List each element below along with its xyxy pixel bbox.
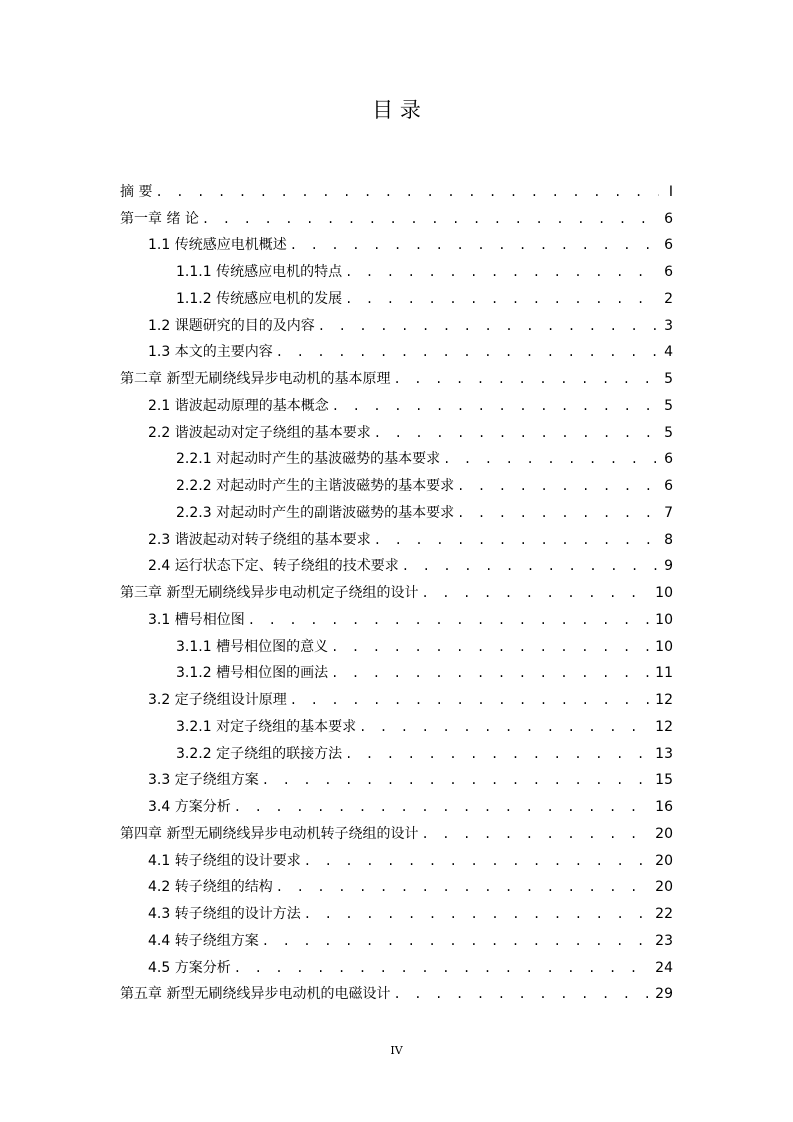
toc-entry-label: 3.3 定子绕组方案 — [148, 772, 259, 789]
toc-entry-label: 4.3 转子绕组的设计方法 — [148, 906, 301, 922]
toc-entry-label: 1.1.2 传统感应电机的发展 — [176, 290, 343, 307]
toc-entry-label: 1.3 本文的主要内容 — [148, 344, 273, 361]
toc-entry-page: 3 — [664, 317, 673, 334]
toc-leader-dots — [421, 584, 651, 606]
toc-entry-label: 3.1.1 槽号相位图的意义 — [176, 638, 329, 655]
toc-leader-dots — [304, 852, 651, 874]
toc-entry-label: 2.2.3 对起动时产生的副谐波磁势的基本要求 — [176, 504, 455, 521]
toc-entry[interactable] — [120, 472, 673, 499]
toc-entry-page: 6 — [664, 237, 673, 254]
toc-entry-page: 5 — [664, 424, 673, 441]
toc-leader-dots — [262, 771, 651, 793]
toc-leader-dots — [318, 317, 659, 339]
toc-entry-label: 3.2 定子绕组设计原理 — [148, 692, 287, 708]
toc-entry[interactable] — [120, 847, 673, 874]
toc-entry-page: 12 — [655, 692, 673, 708]
page-number: IV — [390, 1044, 403, 1057]
toc-leader-dots — [393, 370, 659, 392]
toc-leader-dots — [262, 932, 651, 954]
toc-entry[interactable] — [120, 339, 673, 366]
toc-entry-label: 第五章 新型无刷绕线异步电动机的电磁设计 — [120, 986, 391, 1003]
toc-entry-page: 11 — [655, 665, 673, 682]
toc-entry-page: 6 — [664, 478, 673, 494]
toc-entry-page: 12 — [655, 718, 673, 735]
toc-entry-label: 3.1.2 槽号相位图的画法 — [176, 665, 329, 682]
page-title: 目 录 — [372, 98, 421, 122]
toc-entry-page: 23 — [655, 932, 673, 949]
toc-entry[interactable] — [120, 312, 673, 339]
toc-entry-page: 10 — [655, 611, 673, 628]
toc-leader-dots — [155, 183, 659, 205]
toc-entry-label: 3.2.2 定子绕组的联接方法 — [176, 745, 343, 762]
toc-leader-dots — [457, 504, 659, 526]
toc-leader-dots — [234, 959, 651, 981]
toc-entry[interactable] — [120, 392, 673, 419]
toc-entry-label: 2.3 谐波起动对转子绕组的基本要求 — [148, 531, 371, 548]
toc-entry-label: 3.2.1 对定子绕组的基本要求 — [176, 718, 357, 735]
toc-entry[interactable] — [120, 446, 673, 473]
toc-leader-dots — [374, 424, 659, 446]
toc-entry[interactable] — [120, 553, 673, 580]
toc-entry[interactable] — [120, 927, 673, 954]
toc-entry-label: 第三章 新型无刷绕线异步电动机定子绕组的设计 — [120, 585, 419, 601]
toc-entry-page: 2 — [664, 290, 673, 307]
toc-entry-page: 10 — [655, 585, 673, 601]
toc-entry[interactable] — [120, 767, 673, 794]
toc-entry[interactable] — [120, 285, 673, 312]
toc-leader-dots — [234, 798, 651, 820]
toc-entry-label: 摘 要 — [120, 183, 153, 200]
toc-entry[interactable] — [120, 205, 673, 232]
toc-entry-page: 22 — [655, 906, 673, 922]
toc-leader-dots — [374, 531, 659, 553]
toc-entry-label: 3.1 槽号相位图 — [148, 611, 245, 628]
toc-leader-dots — [248, 611, 651, 633]
toc-entry[interactable] — [120, 232, 673, 259]
toc-entry[interactable] — [120, 606, 673, 633]
toc-entry-page: 20 — [655, 825, 673, 842]
toc-entry-page: 29 — [655, 986, 673, 1003]
toc-leader-dots — [331, 664, 651, 686]
toc-entry-page: 20 — [655, 852, 673, 869]
toc-entry[interactable] — [120, 900, 673, 927]
toc-entry-label: 2.2.2 对起动时产生的主谐波磁势的基本要求 — [176, 478, 455, 494]
toc-entry[interactable] — [120, 713, 673, 740]
toc-entry-label: 2.4 运行状态下定、转子绕组的技术要求 — [148, 558, 399, 575]
toc-entry[interactable] — [120, 365, 673, 392]
toc-entry-label: 1.1.1 传统感应电机的特点 — [176, 264, 343, 280]
toc-leader-dots — [276, 878, 651, 900]
toc-entry-label: 4.1 转子绕组的设计要求 — [148, 852, 301, 869]
toc-entry-page: 16 — [655, 799, 673, 815]
toc-entry[interactable] — [120, 258, 673, 285]
toc-entry-label: 1.1 传统感应电机概述 — [148, 237, 287, 254]
table-of-contents — [120, 178, 673, 1007]
toc-entry[interactable] — [120, 178, 673, 205]
toc-entry-page: 5 — [664, 397, 673, 414]
toc-entry[interactable] — [120, 981, 673, 1008]
toc-entry-page: 13 — [655, 745, 673, 762]
toc-entry[interactable] — [120, 499, 673, 526]
toc-entry[interactable] — [120, 820, 673, 847]
toc-entry-page: 9 — [664, 558, 673, 575]
toc-entry-page: 24 — [655, 959, 673, 976]
toc-leader-dots — [345, 263, 659, 285]
toc-entry-label: 第四章 新型无刷绕线异步电动机转子绕组的设计 — [120, 825, 419, 842]
toc-leader-dots — [421, 825, 651, 847]
toc-entry-label: 2.2 谐波起动对定子绕组的基本要求 — [148, 424, 371, 441]
toc-entry-page: 4 — [664, 344, 673, 361]
toc-leader-dots — [331, 638, 651, 660]
toc-entry[interactable] — [120, 526, 673, 553]
toc-entry-label: 4.5 方案分析 — [148, 959, 231, 976]
toc-leader-dots — [332, 397, 659, 419]
toc-entry[interactable] — [120, 793, 673, 820]
toc-entry-page: 15 — [655, 772, 673, 789]
toc-leader-dots — [457, 477, 659, 499]
toc-leader-dots — [290, 691, 651, 713]
toc-leader-dots — [359, 718, 651, 740]
toc-entry[interactable] — [120, 740, 673, 767]
toc-leader-dots — [443, 450, 659, 472]
toc-entry-page: 6 — [664, 451, 673, 468]
toc-entry-label: 4.2 转子绕组的结构 — [148, 879, 273, 896]
toc-leader-dots — [402, 557, 659, 579]
toc-entry[interactable] — [120, 686, 673, 713]
toc-entry-page: 6 — [664, 210, 673, 227]
toc-entry-page: 10 — [655, 638, 673, 655]
toc-entry-page: 7 — [664, 504, 673, 521]
toc-leader-dots — [290, 236, 659, 258]
toc-leader-dots — [345, 745, 651, 767]
toc-entry-label: 1.2 课题研究的目的及内容 — [148, 317, 315, 334]
toc-entry-page: 8 — [664, 531, 673, 548]
toc-entry-label: 第一章 绪 论 — [120, 210, 199, 227]
toc-entry[interactable] — [120, 874, 673, 901]
toc-leader-dots — [345, 290, 659, 312]
toc-entry-label: 第二章 新型无刷绕线异步电动机的基本原理 — [120, 371, 391, 387]
toc-entry[interactable] — [120, 419, 673, 446]
toc-entry-label: 3.4 方案分析 — [148, 799, 231, 815]
toc-entry-page: 5 — [664, 371, 673, 387]
toc-leader-dots — [202, 210, 659, 232]
toc-leader-dots — [276, 343, 659, 365]
toc-entry-label: 2.1 谐波起动原理的基本概念 — [148, 397, 329, 414]
toc-leader-dots — [393, 985, 651, 1007]
toc-leader-dots — [304, 905, 651, 927]
toc-entry-label: 4.4 转子绕组方案 — [148, 932, 259, 949]
toc-entry[interactable] — [120, 660, 673, 687]
toc-entry[interactable] — [120, 579, 673, 606]
toc-entry-page: 20 — [655, 879, 673, 896]
toc-entry-page: 6 — [664, 264, 673, 280]
toc-entry-page: I — [668, 183, 673, 200]
toc-entry-label: 2.2.1 对起动时产生的基波磁势的基本要求 — [176, 451, 441, 468]
toc-entry[interactable] — [120, 954, 673, 981]
toc-entry[interactable] — [120, 633, 673, 660]
